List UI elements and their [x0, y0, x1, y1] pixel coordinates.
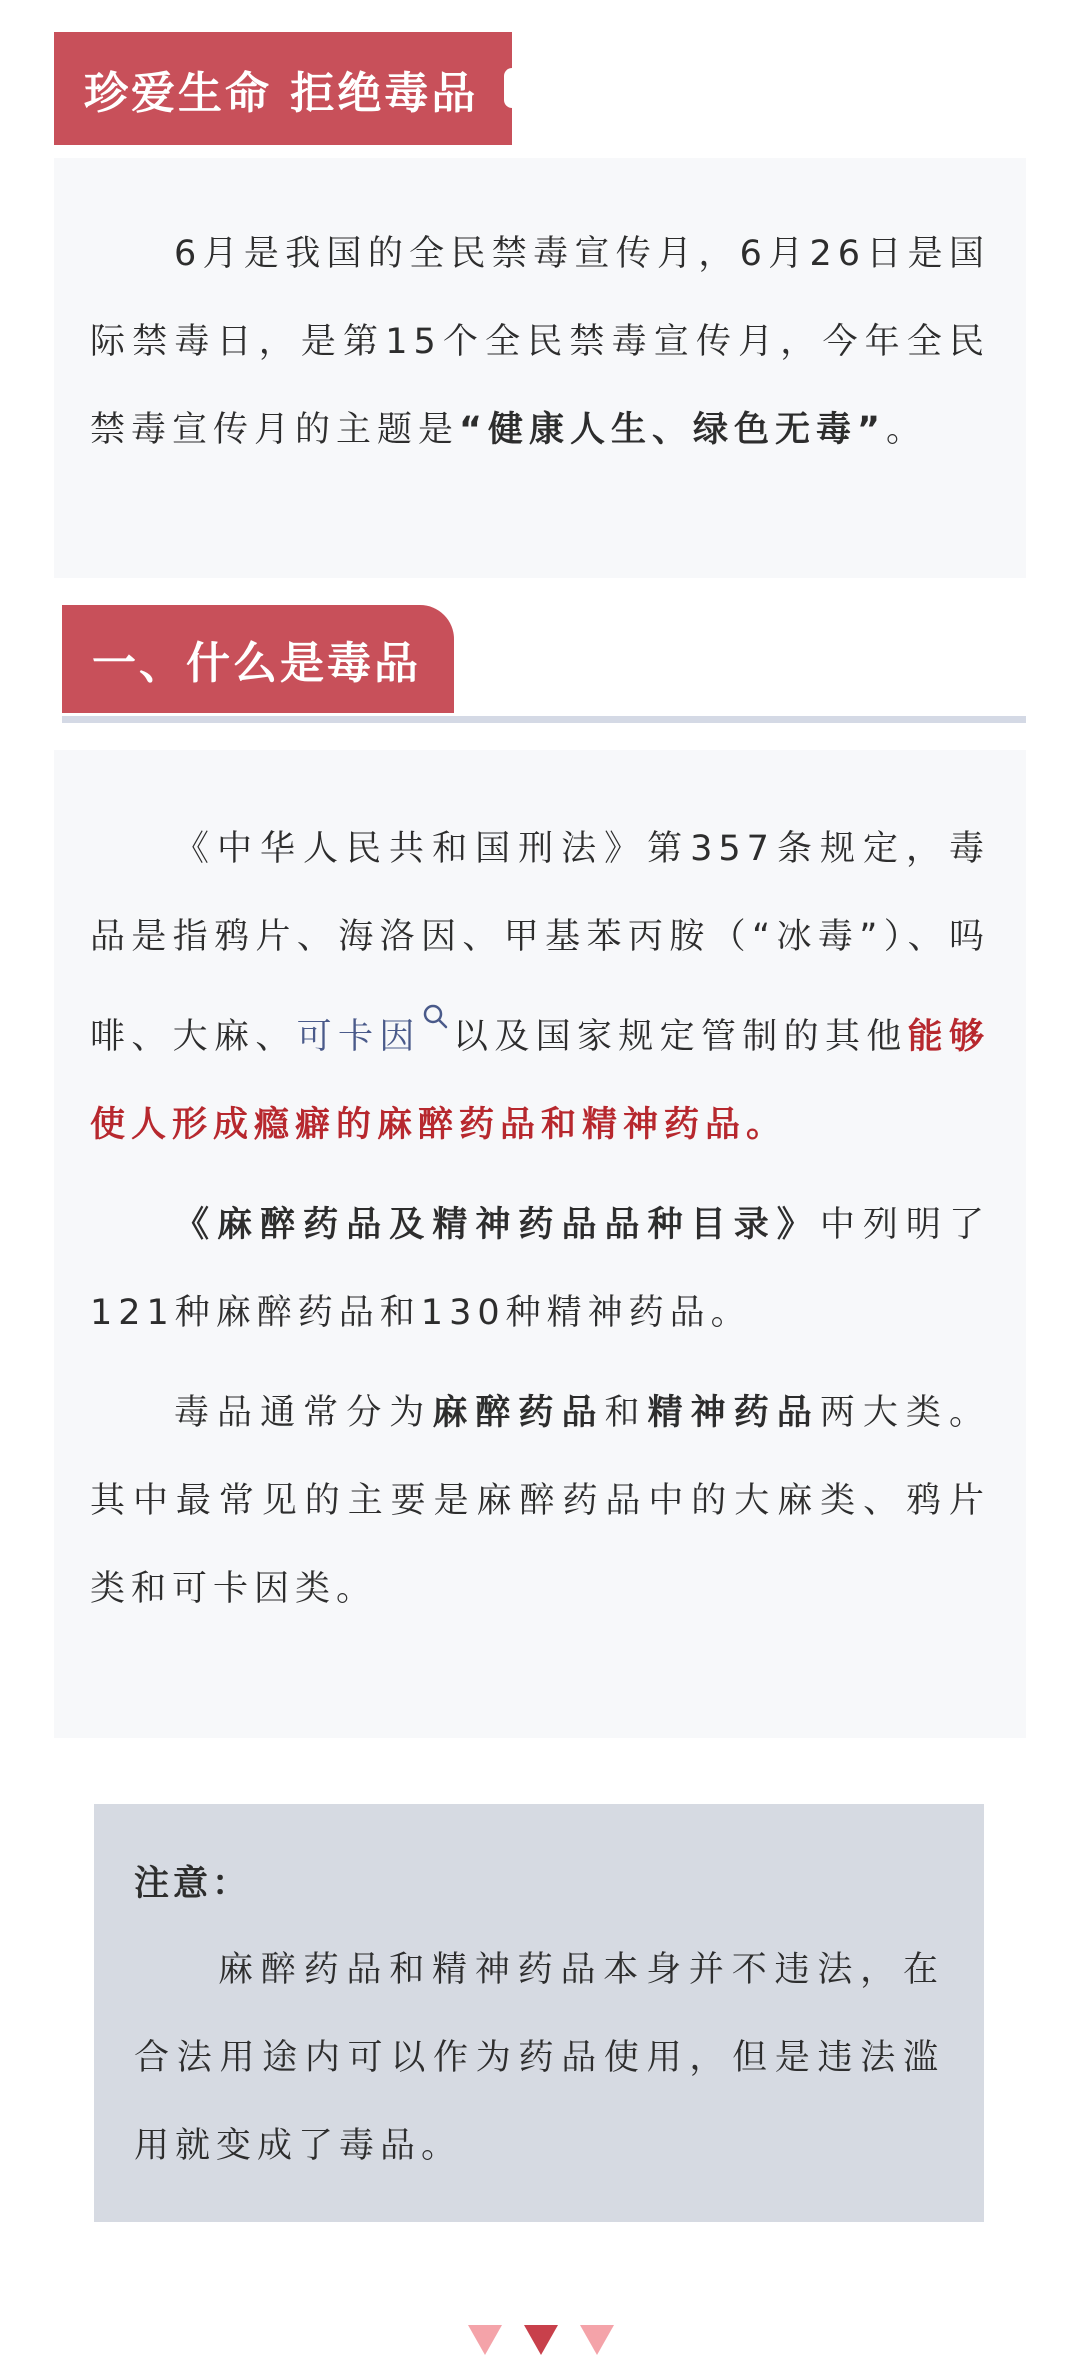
note-body: 麻醉药品和精神药品本身并不违法，在合法用途内可以作为药品使用，但是违法滥用就变成了毒品。 — [134, 1950, 944, 2166]
catalog-title: 《麻醉药品及精神药品品种目录》 — [174, 1205, 820, 1245]
class-text-2: 和 — [604, 1393, 648, 1433]
cocaine-link[interactable]: 可卡因 — [296, 1017, 421, 1057]
class-bold-2: 精神药品 — [647, 1393, 820, 1433]
section-heading — [62, 605, 454, 713]
section-title: 一、什么是毒品 — [92, 638, 421, 689]
class-text-3: 两大类。其中最常见的主要是麻醉药品中的大麻类、鸦片类和可卡因类。 — [90, 1393, 990, 1609]
triangle-down-icon — [468, 2325, 502, 2355]
triangle-down-icon — [580, 2325, 614, 2355]
law-highlight: 能够使人形成瘾癖的麻醉药品和精神药品。 — [90, 1017, 990, 1145]
law-text-continued: 以及国家规定管制的其他 — [452, 1017, 908, 1057]
more-indicator — [468, 2323, 614, 2357]
intro-theme: “健康人生、绿色无毒” — [459, 410, 887, 450]
intro-end: 。 — [886, 410, 928, 450]
search-icon[interactable] — [421, 981, 453, 1015]
classification-paragraph — [90, 1369, 990, 1633]
triangle-down-icon — [524, 2325, 558, 2355]
section-divider — [62, 716, 1026, 723]
law-paragraph — [90, 805, 990, 1169]
note-box — [94, 1804, 984, 2222]
intro-paragraph — [90, 210, 990, 474]
section-content-card — [54, 750, 1026, 1738]
class-bold-1: 麻醉药品 — [432, 1393, 605, 1433]
intro-text: 6月是我国的全民禁毒宣传月，6月26日是国际禁毒日，是第15个全民禁毒宣传月，今年全民禁毒宣传月的主题是 — [90, 234, 990, 450]
catalog-text: 中列明了121种麻醉药品和130种精神药品。 — [90, 1205, 990, 1333]
note-title: 注意： — [134, 1864, 252, 1904]
catalog-paragraph — [90, 1181, 990, 1357]
class-text-1: 毒品通常分为 — [174, 1393, 433, 1433]
title-banner — [54, 32, 512, 145]
banner-title: 珍爱生命 拒绝毒品 — [84, 67, 479, 119]
law-text: 《中华人民共和国刑法》第357条规定，毒品是指鸦片、海洛因、甲基苯丙胺（“冰毒”）、吗啡、大麻、 — [90, 829, 990, 1057]
intro-card — [54, 158, 1026, 578]
